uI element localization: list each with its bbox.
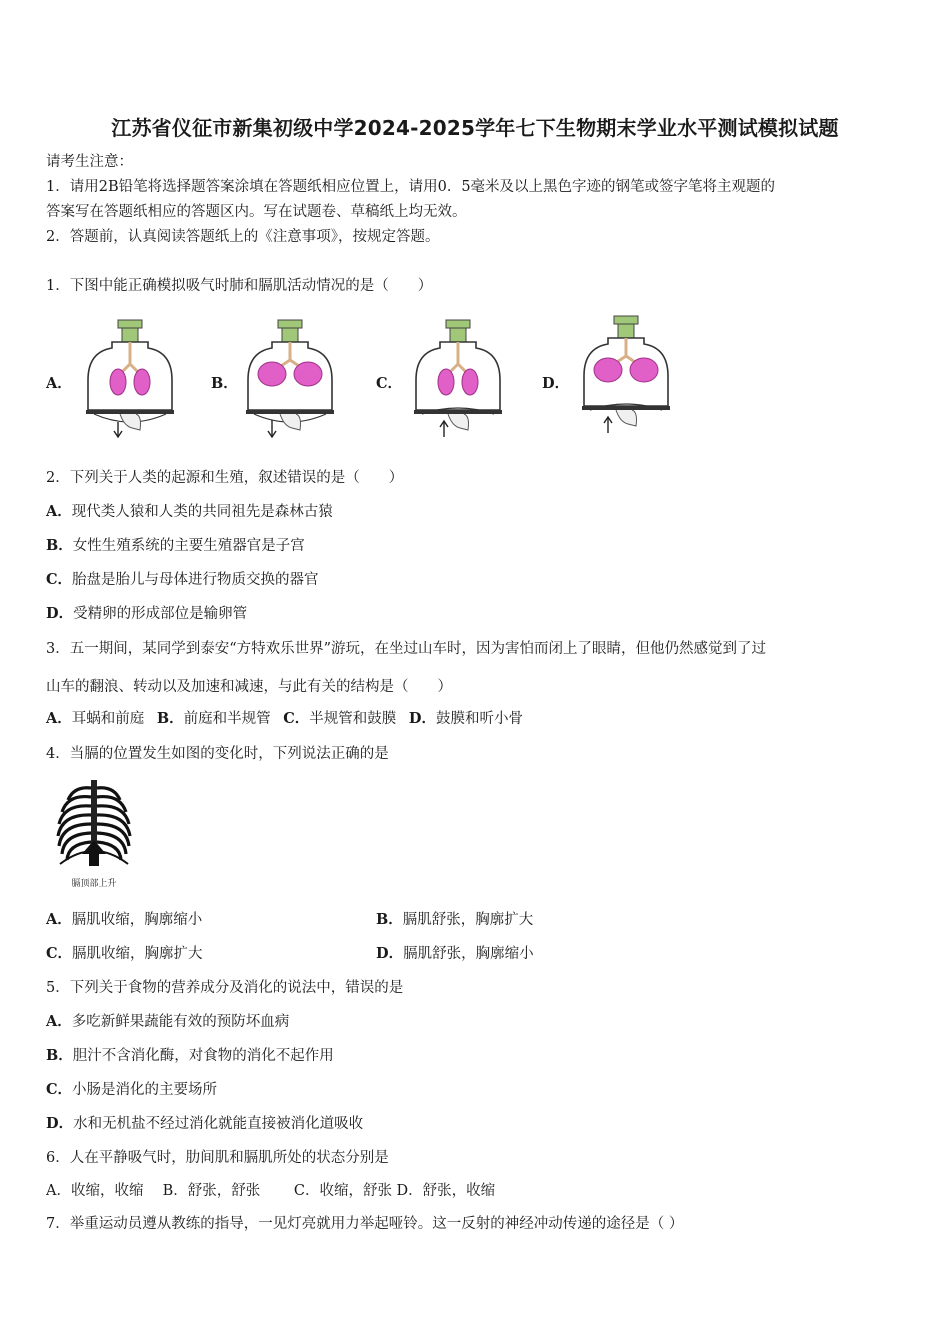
option-label: A．	[46, 503, 72, 520]
option-label: D．	[376, 945, 404, 962]
option-text: 耳蜗和前庭	[71, 711, 145, 727]
q5-option-b	[46, 1046, 334, 1066]
ribcage-figure	[52, 778, 136, 892]
q1-option-d-label: D．	[542, 375, 570, 392]
option-label: B．	[156, 710, 184, 727]
q1-option-a-label: A．	[46, 375, 72, 392]
notice-line-2: 答案写在答题纸相应的答题区内。写在试题卷、草稿纸上均无效。	[46, 204, 467, 220]
q4-option-a	[46, 910, 202, 930]
q2-option-c	[46, 570, 319, 590]
q2-option-a	[46, 502, 333, 522]
option-text: 膈肌收缩，胸廓扩大	[72, 946, 203, 962]
option-label: A．	[46, 911, 72, 928]
bell-jar-figure-c	[408, 318, 508, 440]
q6-options: A．收缩，收缩 B．舒张，舒张 C．收缩，舒张 D．舒张，收缩	[46, 1183, 496, 1199]
q5-option-d	[46, 1114, 363, 1134]
option-text: 膈肌收缩，胸廓缩小	[71, 912, 203, 928]
option-text: 水和无机盐不经过消化就能直接被消化道吸收	[73, 1116, 364, 1132]
bell-jar-figure-a	[80, 318, 180, 440]
q5-option-a	[46, 1012, 289, 1032]
q3-stem-line-1: 3．五一期间，某同学到泰安“方特欢乐世界”游玩，在坐过山车时，因为害怕而闭上了眼睛，但他仍然感觉到了过	[46, 641, 767, 657]
option-text: 膈肌舒张，胸廓扩大	[402, 912, 534, 928]
page-title: 江苏省仪征市新集初级中学2024-2025学年七下生物期末学业水平测试模拟试题	[111, 116, 839, 140]
option-text: 鼓膜和听小骨	[435, 711, 523, 727]
option-text: 小肠是消化的主要场所	[72, 1082, 218, 1098]
q7-stem: 7．举重运动员遵从教练的指导，一见灯亮就用力举起哑铃。这一反射的神经冲动传递的途径是（ ）	[46, 1216, 684, 1232]
q2-stem: 2．下列关于人类的起源和生殖，叙述错误的是（ ）	[46, 470, 404, 486]
notice-heading: 请考生注意：	[46, 154, 133, 170]
option-text: 多吃新鲜果蔬能有效的预防坏血病	[71, 1014, 290, 1030]
option-label: C．	[283, 710, 310, 727]
option-text: 女性生殖系统的主要生殖器官是子宫	[72, 538, 305, 554]
notice-line-1: 1．请用2B铅笔将选择题答案涂填在答题纸相应位置上，请用0．5毫米及以上黑色字迹的钢笔或签字笔将主观题的	[46, 179, 776, 195]
option-text: 胆汁不含消化酶，对食物的消化不起作用	[72, 1048, 334, 1064]
bell-jar-figure-d	[576, 314, 676, 436]
ribcage-caption: 膈顶部上升	[71, 879, 117, 889]
option-label: C．	[46, 945, 73, 962]
option-label: B．	[46, 537, 73, 554]
option-text: 现代类人猿和人类的共同祖先是森林古猿	[71, 504, 333, 520]
q2-option-d	[46, 604, 247, 624]
option-text: 半规管和鼓膜	[309, 711, 397, 727]
option-label: D．	[46, 1115, 74, 1132]
option-label: C．	[46, 571, 73, 588]
q1-option-b-label: B．	[211, 375, 238, 392]
q1-stem: 1．下图中能正确模拟吸气时肺和膈肌活动情况的是（ ）	[46, 278, 433, 294]
option-label: D．	[46, 605, 74, 622]
option-text: 胎盘是胎儿与母体进行物质交换的器官	[72, 572, 319, 588]
q1-option-c-label: C．	[376, 375, 403, 392]
option-text: 前庭和半规管	[183, 711, 271, 727]
q4-stem: 4．当膈的位置发生如图的变化时，下列说法正确的是	[46, 746, 389, 762]
q5-option-c	[46, 1080, 217, 1100]
bell-jar-figure-b	[240, 318, 340, 440]
q3-options	[46, 709, 523, 729]
option-label: B．	[46, 1047, 73, 1064]
q4-option-b	[376, 910, 533, 930]
option-label: A．	[46, 1013, 72, 1030]
q4-option-d	[376, 944, 534, 964]
q3-stem-line-2: 山车的翻浪、转动以及加速和减速，与此有关的结构是（ ）	[46, 679, 452, 695]
q6-stem: 6．人在平静吸气时，肋间肌和膈肌所处的状态分别是	[46, 1150, 389, 1166]
notice-line-3: 2．答题前，认真阅读答题纸上的《注意事项》，按规定答题。	[46, 229, 440, 245]
option-text: 受精卵的形成部位是输卵管	[73, 606, 248, 622]
option-label: D．	[408, 710, 436, 727]
q5-stem: 5．下列关于食物的营养成分及消化的说法中，错误的是	[46, 980, 404, 996]
option-label: B．	[376, 911, 403, 928]
option-text: 膈肌舒张，胸廓缩小	[403, 946, 534, 962]
option-label: A．	[46, 710, 72, 727]
option-label: C．	[46, 1081, 73, 1098]
q2-option-b	[46, 536, 305, 556]
q4-option-c	[46, 944, 203, 964]
